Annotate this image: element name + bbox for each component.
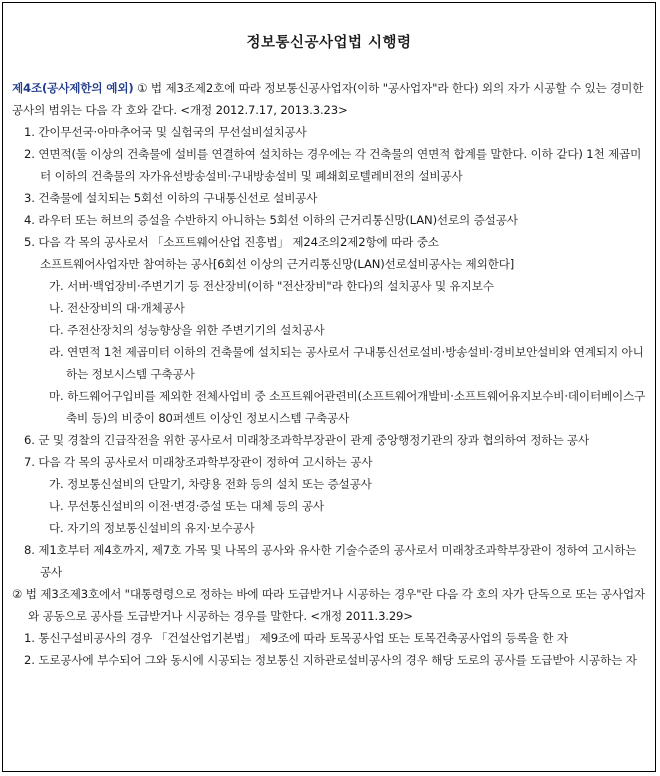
item-number: 5. <box>24 235 35 249</box>
list-item <box>12 539 647 583</box>
sub-item-text: 무선통신설비의 이전·변경·증설 또는 대체 등의 공사 <box>67 499 324 513</box>
list-item <box>12 143 647 187</box>
sub-item-label: 나. <box>49 301 64 315</box>
list-item <box>12 649 647 671</box>
sub-item-label: 마. <box>49 389 64 403</box>
sub-item-text: 하드웨어구입비를 제외한 전체사업비 중 소프트웨어관련비(소프트웨어개발비·소프트웨어유지보수비·데이터베이스구축비 등)의 비중이 80퍼센트 이상인 정보시스템 구축공사 <box>66 389 646 425</box>
sub-item-text: 자기의 정보통신설비의 유지·보수공사 <box>67 521 255 535</box>
item-text: 통신구설비공사의 경우 「건설산업기본법」 제9조에 따라 토목공사업 또는 토목건축공사업의 등록을 한 자 <box>38 631 568 645</box>
sub-list-item <box>12 341 647 385</box>
sub-item-text: 전산장비의 대·개체공사 <box>67 301 185 315</box>
item-text: 연면적(둘 이상의 건축물에 설비를 연결하여 설치하는 경우에는 각 건축물의 연면적 합계를 말한다. 이하 같다) 1천 제곱미터 이하의 건축물의 자가유선방송설비·구내방송설비 및 폐쇄회로텔레비전의 설비공사 <box>38 147 642 183</box>
list-item <box>12 627 647 649</box>
list-item <box>12 451 647 473</box>
sub-item-text: 정보통신설비의 단말기, 차량용 전화 등의 설치 또는 증설공사 <box>67 477 372 491</box>
item-number: 2. <box>24 147 35 161</box>
item-number: 6. <box>24 433 35 447</box>
item-number: 8. <box>24 543 35 557</box>
sub-item-label: 다. <box>49 323 64 337</box>
item-text: 다음 각 목의 공사로서 미래창조과학부장관이 정하여 고시하는 공사 <box>38 455 373 469</box>
item-text: 군 및 경찰의 긴급작전을 위한 공사로서 미래창조과학부장관이 관계 중앙행정기관의 장과 협의하여 정하는 공사 <box>38 433 590 447</box>
sub-list-item <box>12 275 647 297</box>
document-body <box>12 77 647 671</box>
item-number: 4. <box>24 213 35 227</box>
article-heading: 제4조(공사제한의 예외) <box>12 81 134 95</box>
sub-item-label: 나. <box>49 499 64 513</box>
sub-item-label: 가. <box>49 477 64 491</box>
item-text: 라우터 또는 허브의 증설을 수반하지 아니하는 5회선 이하의 근거리통신망(LAN)선로의 증설공사 <box>38 213 518 227</box>
list-item <box>12 429 647 451</box>
sub-list-item <box>12 495 647 517</box>
item-number: 1. <box>24 125 35 139</box>
article-paragraph-2: ② 법 제3조제3호에서 "대통령령으로 정하는 바에 따라 도급받거나 시공하는 경우"란 다음 각 호의 자가 단독으로 또는 공사업자와 공동으로 공사를 도급받거나 시공하는 경우를 말한다. <개정 2011.3.29> <box>12 587 646 623</box>
item-number: 1. <box>24 631 35 645</box>
sub-list-item <box>12 297 647 319</box>
sub-item-label: 라. <box>49 345 64 359</box>
sub-list-item <box>12 473 647 495</box>
document-frame <box>2 2 656 772</box>
article-paragraph-1 <box>12 77 647 121</box>
item-text: 건축물에 설치되는 5회선 이하의 구내통신선로 설비공사 <box>38 191 318 205</box>
item-number: 3. <box>24 191 35 205</box>
list-item <box>12 209 647 231</box>
item-5-continuation: 소프트웨어사업자만 참여하는 공사[6회선 이상의 근거리통신망(LAN)선로설비공사는 제외한다] <box>40 257 515 271</box>
sub-list-item <box>12 385 647 429</box>
sub-item-text: 서버·백업장비·주변기기 등 전산장비(이하 "전산장비"라 한다)의 설치공사 및 유지보수 <box>67 279 494 293</box>
document-title: 정보통신공사업법 시행령 <box>246 35 412 51</box>
list-item <box>12 231 647 253</box>
item-text: 제1호부터 제4호까지, 제7호 가목 및 나목의 공사와 유사한 기술수준의 공사로서 미래창조과학부장관이 정하여 고시하는 공사 <box>38 543 637 579</box>
sub-list-item <box>12 319 647 341</box>
item-text: 다음 각 목의 공사로서 「소프트웨어산업 진흥법」 제24조의2제2항에 따라 중소 <box>38 235 439 249</box>
sub-item-label: 가. <box>49 279 64 293</box>
list-item <box>12 187 647 209</box>
list-item <box>12 121 647 143</box>
item-text: 간이무선국·아마추어국 및 실험국의 무선설비설치공사 <box>38 125 307 139</box>
sub-item-text: 주전산장치의 성능향상을 위한 주변기기의 설치공사 <box>67 323 325 337</box>
item-number: 7. <box>24 455 35 469</box>
item-text: 도로공사에 부수되어 그와 동시에 시공되는 정보통신 지하관로설비공사의 경우 해당 도로의 공사를 도급받아 시공하는 자 <box>38 653 637 667</box>
sub-item-label: 다. <box>49 521 64 535</box>
paragraph-1-intro: ① 법 제3조제2호에 따라 정보통신공사업자(이하 "공사업자"라 한다) 외의 자가 시공할 수 있는 경미한 공사의 범위는 다음 각 호와 같다. <개정 2012.7.17, 2013.3.23> <box>12 81 644 117</box>
item-number: 2. <box>24 653 35 667</box>
sub-item-text: 연면적 1천 제곱미터 이하의 건축물에 설치되는 공사로서 구내통신선로설비·방송설비·경비보안설비와 연계되지 아니하는 정보시스템 구축공사 <box>66 345 644 381</box>
sub-list-item <box>12 517 647 539</box>
